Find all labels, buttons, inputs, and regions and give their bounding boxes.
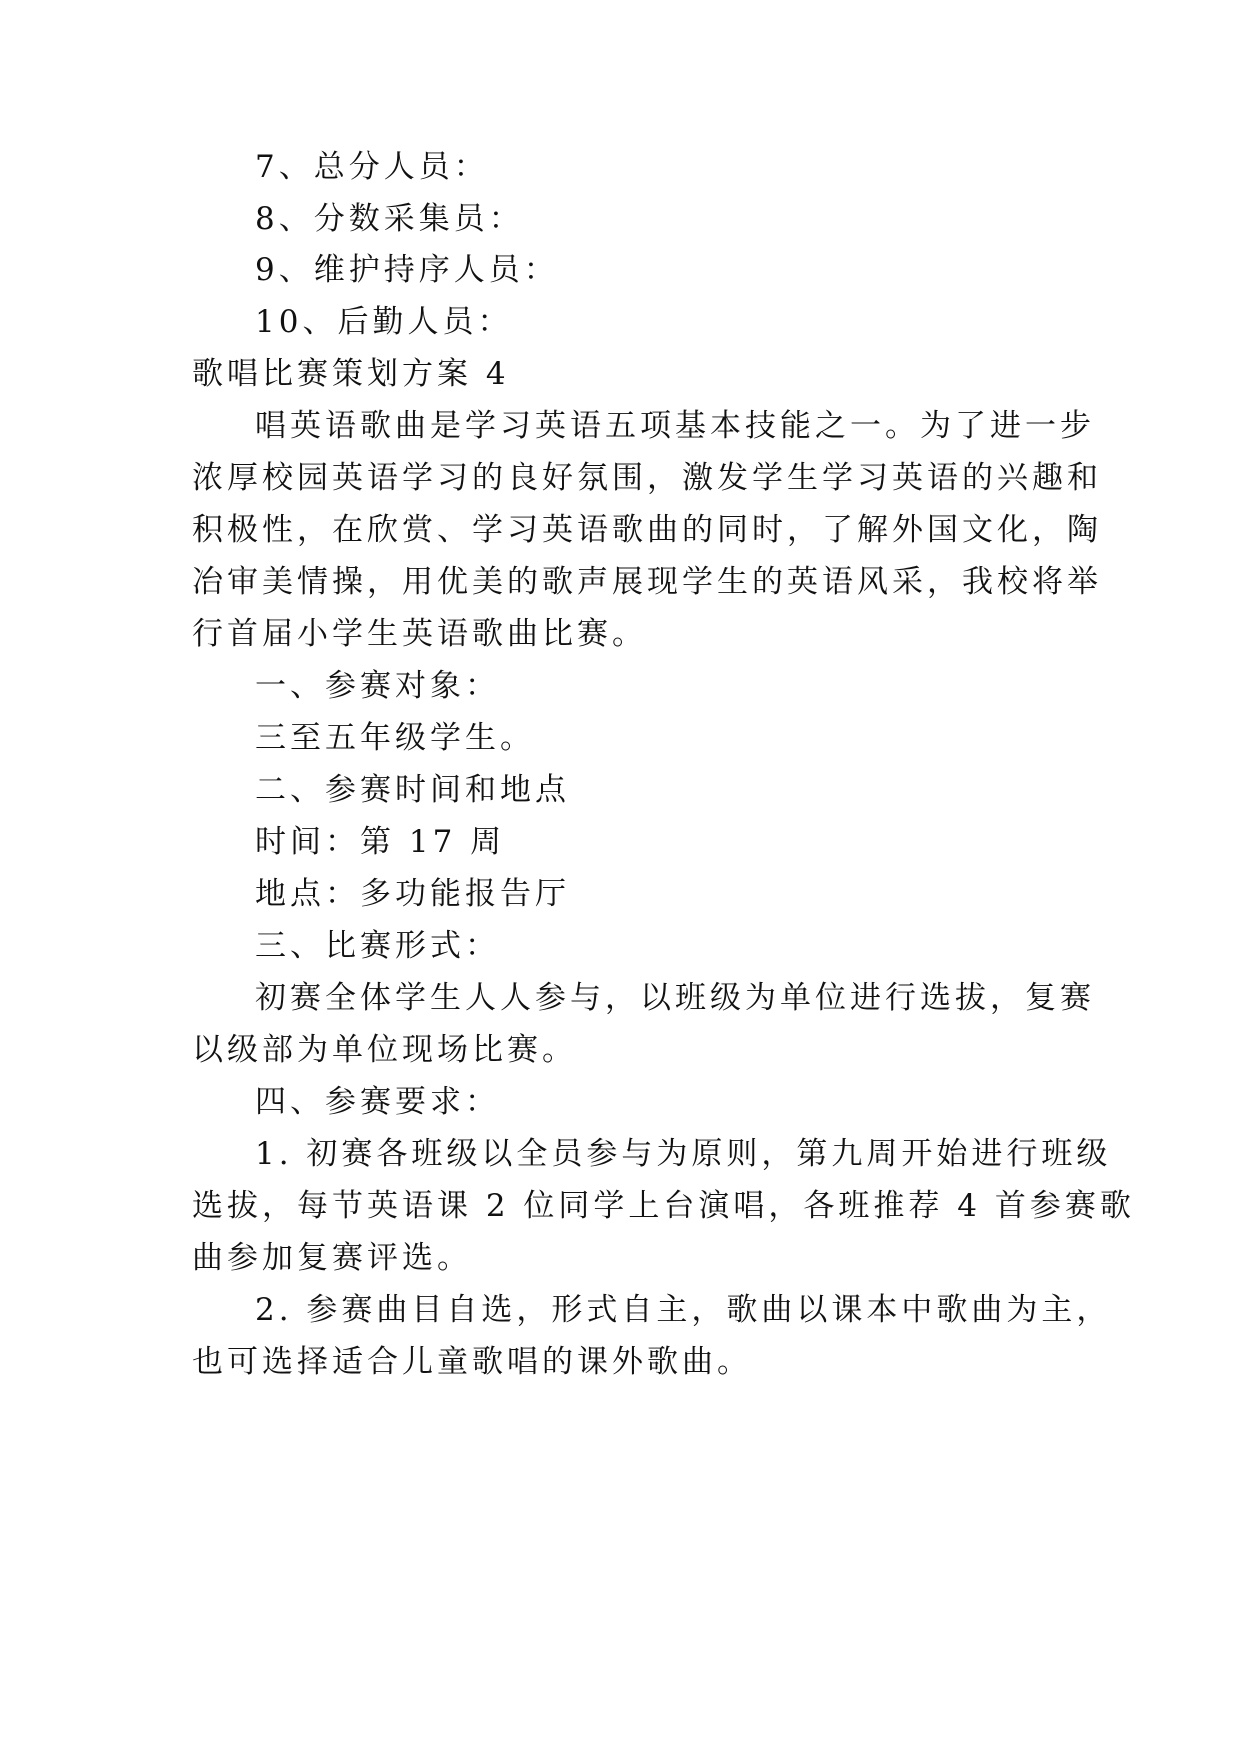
- staff-item-7: 7、总分人员：: [255, 149, 489, 185]
- requirement-2-line: 也可选择适合儿童歌唱的课外歌曲。: [192, 1344, 752, 1380]
- format-paragraph-line: 以级部为单位现场比赛。: [192, 1032, 577, 1068]
- staff-item-9: 9、维护持序人员：: [255, 252, 559, 288]
- section-heading-participants: 一、参赛对象：: [255, 668, 500, 704]
- participants-text: 三至五年级学生。: [255, 720, 535, 756]
- section-heading-time-place: 二、参赛时间和地点: [255, 772, 570, 808]
- intro-paragraph-line: 冶审美情操，用优美的歌声展现学生的英语风采，我校将举: [192, 564, 1102, 600]
- staff-item-8: 8、分数采集员：: [255, 201, 524, 237]
- intro-paragraph-line: 唱英语歌曲是学习英语五项基本技能之一。为了进一步: [255, 408, 1095, 444]
- section-heading-requirements: 四、参赛要求：: [255, 1084, 500, 1120]
- intro-paragraph-line: 积极性，在欣赏、学习英语歌曲的同时，了解外国文化，陶: [192, 512, 1102, 548]
- requirement-1-line: 1. 初赛各班级以全员参与为原则，第九周开始进行班级: [255, 1136, 1112, 1172]
- section-heading-format: 三、比赛形式：: [255, 928, 500, 964]
- plan-title: 歌唱比赛策划方案 4: [192, 356, 510, 392]
- time-text: 时间：第 17 周: [255, 824, 506, 860]
- place-text: 地点：多功能报告厅: [255, 876, 570, 912]
- requirement-1-line: 选拔，每节英语课 2 位同学上台演唱，各班推荐 4 首参赛歌: [192, 1188, 1135, 1224]
- intro-paragraph-line: 浓厚校园英语学习的良好氛围，激发学生学习英语的兴趣和: [192, 460, 1102, 496]
- requirement-1-line: 曲参加复赛评选。: [192, 1240, 472, 1276]
- staff-item-10: 10、后勤人员：: [255, 304, 513, 340]
- format-paragraph-line: 初赛全体学生人人参与，以班级为单位进行选拔，复赛: [255, 980, 1095, 1016]
- intro-paragraph-line: 行首届小学生英语歌曲比赛。: [192, 616, 647, 652]
- requirement-2-line: 2. 参赛曲目自选，形式自主，歌曲以课本中歌曲为主，: [255, 1292, 1112, 1328]
